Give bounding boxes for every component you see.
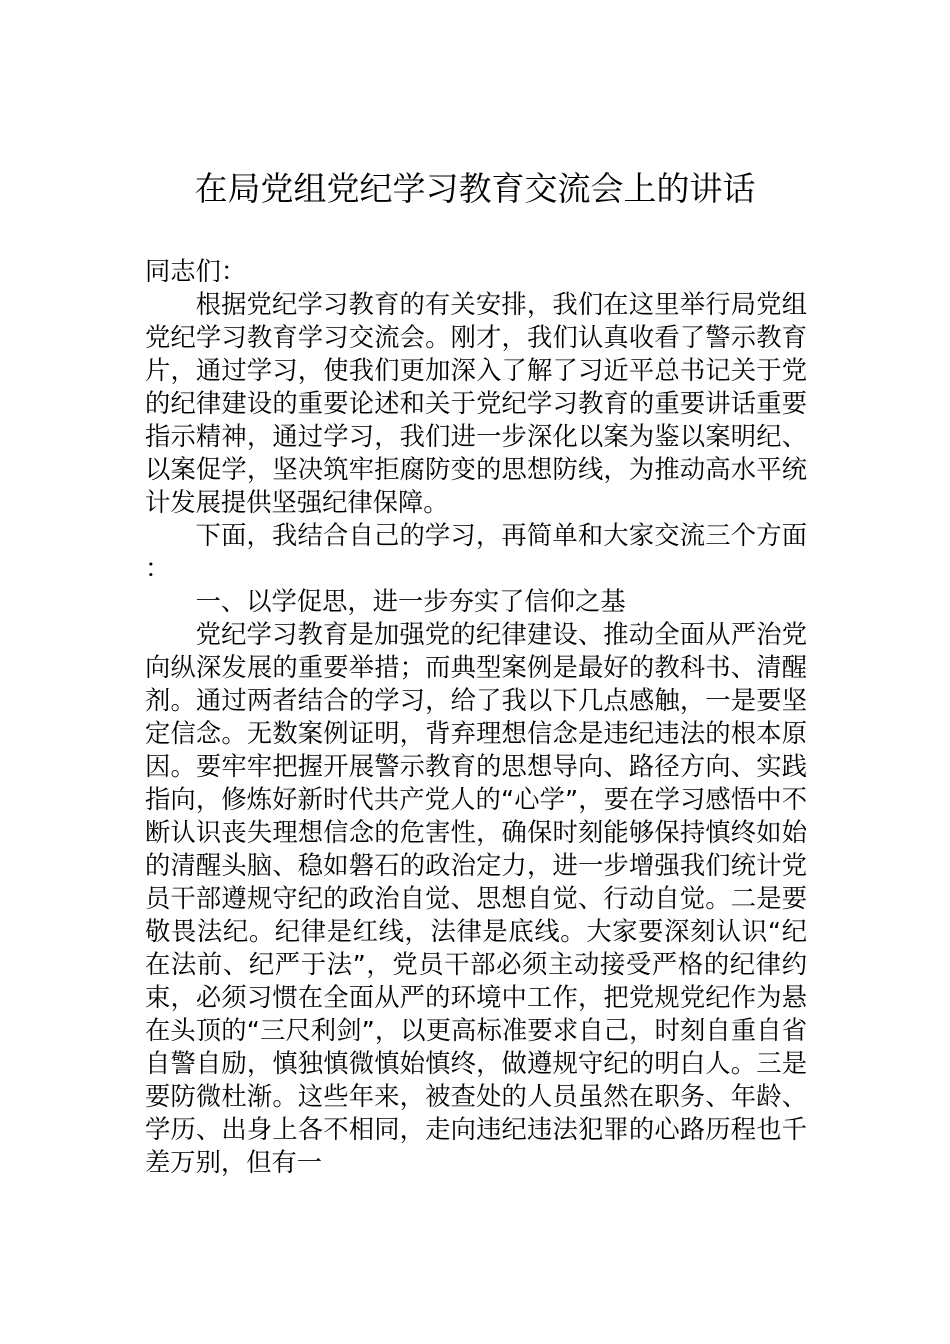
paragraph-intro: 根据党纪学习教育的有关安排，我们在这里举行局党组党纪学习教育学习交流会。刚才，我们认真收看了警示教育片，通过学习，使我们更加深入了解了习近平总书记关于党的纪律建设的重要论述和关于党纪学习教育的重要讲话重要指示精神，通过学习，我们进一步深化以案为鉴以案明纪、以案促学，坚决筑牢拒腐防变的思想防线，为推动高水平统计发展提供坚强纪律保障。 [145, 290, 807, 517]
section-heading-1: 一、以学促思，进一步夯实了信仰之基 [195, 587, 626, 616]
paragraph-transition: 下面，我结合自己的学习，再简单和大家交流三个方面： [145, 521, 807, 583]
paragraph-section-1-body: 党纪学习教育是加强党的纪律建设、推动全面从严治党向纵深发展的重要举措；而典型案例是最好的教科书、清醒剂。通过两者结合的学习，给了我以下几点感触，一是要坚定信念。无数案例证明，背弃理想信念是违纪违法的根本原因。要牢牢把握开展警示教育的思想导向、路径方向、实践指向，修炼好新时代共产党人的“心学”，要在学习感悟中不断认识丧失理想信念的危害性，确保时刻能够保持慎终如始的清醒头脑、稳如磐石的政治定力，进一步增强我们统计党员干部遵规守纪的政治自觉、思想自觉、行动自觉。二是要敬畏法纪。纪律是红线，法律是底线。大家要深刻认识“纪在法前、纪严于法”，党员干部必须主动接受严格的纪律约束，必须习惯在全面从严的环境中工作，把党规党纪作为悬在头顶的“三尺利剑”，以更高标准要求自己，时刻自重自省自警自励，慎独慎微慎始慎终，做遵规守纪的明白人。三是要防微杜渐。这些年来，被查处的人员虽然在职务、年龄、学历、出身上各不相同，走向违纪违法犯罪的心路历程也千差万别，但有一 [145, 620, 807, 1177]
salutation: 同志们： [145, 257, 247, 286]
document-title: 在局党组党纪学习教育交流会上的讲话 [194, 169, 756, 208]
document-body [145, 255, 807, 1179]
